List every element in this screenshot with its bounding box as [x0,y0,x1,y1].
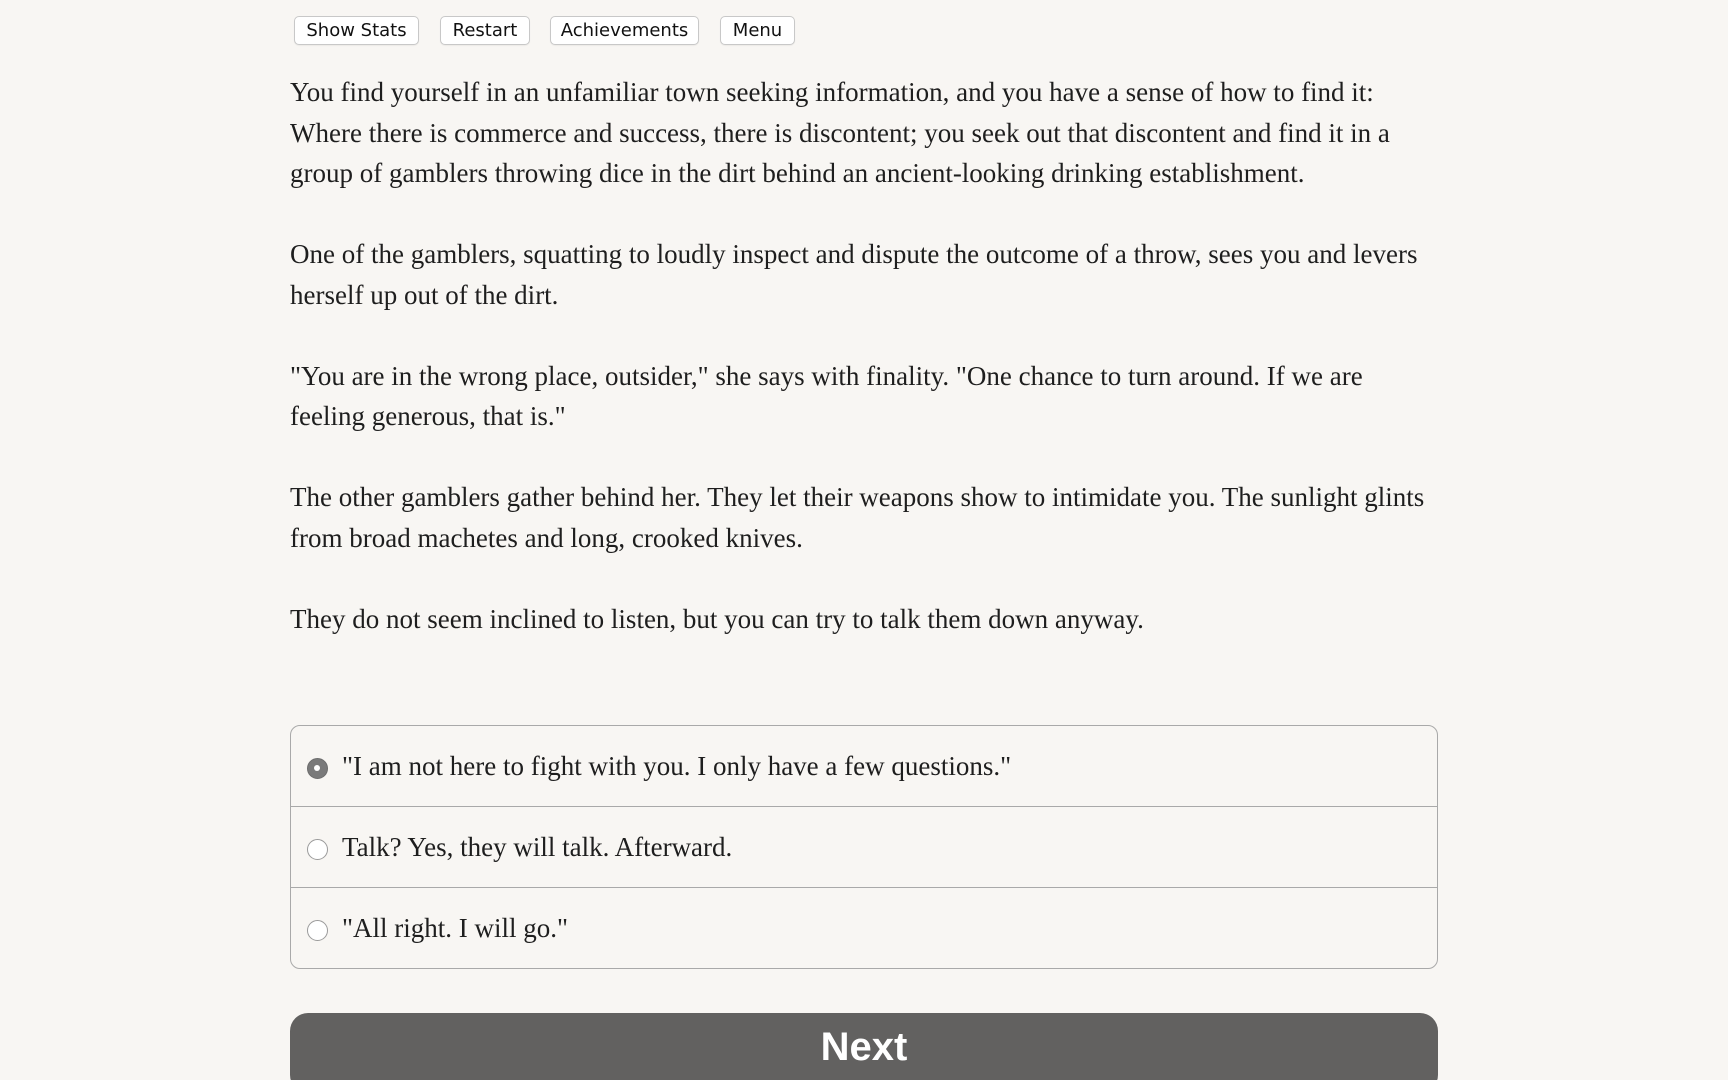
choice-list [290,725,1438,969]
story-text [290,72,1440,680]
story-paragraph: You find yourself in an unfamiliar town seeking information, and you have a sense of how to find it: Where there is commerce and success, there is discontent; you seek out that discontent and find it in a group of gamblers throwing dice in the dirt behind an ancient-looking drinking establishment. [290,77,1390,188]
show-stats-button[interactable]: Show Stats [294,16,419,45]
choice-label: "I am not here to fight with you. I only have a few questions." [342,750,1012,781]
radio-button[interactable] [307,839,328,860]
story-paragraph: The other gamblers gather behind her. They let their weapons show to intimidate you. The sunlight glints from broad machetes and long, crooked knives. [290,482,1425,553]
story-paragraph: One of the gamblers, squatting to loudly inspect and dispute the outcome of a throw, sees you and levers herself up out of the dirt. [290,239,1418,310]
choice-option[interactable] [291,807,1437,888]
choice-label: Talk? Yes, they will talk. Afterward. [342,831,733,862]
story-paragraph: They do not seem inclined to listen, but you can try to talk them down anyway. [290,603,1144,634]
choice-option[interactable] [291,726,1437,807]
menu-button[interactable]: Menu [720,16,795,45]
restart-button[interactable]: Restart [440,16,530,45]
story-paragraph: "You are in the wrong place, outsider," she says with finality. "One chance to turn around. If we are feeling generous, that is." [290,360,1363,431]
next-button[interactable]: Next [290,1013,1438,1080]
achievements-button[interactable]: Achievements [550,16,699,45]
radio-button[interactable] [307,758,328,779]
choice-option[interactable] [291,888,1437,969]
choice-label: "All right. I will go." [342,913,569,943]
radio-button[interactable] [307,920,328,941]
